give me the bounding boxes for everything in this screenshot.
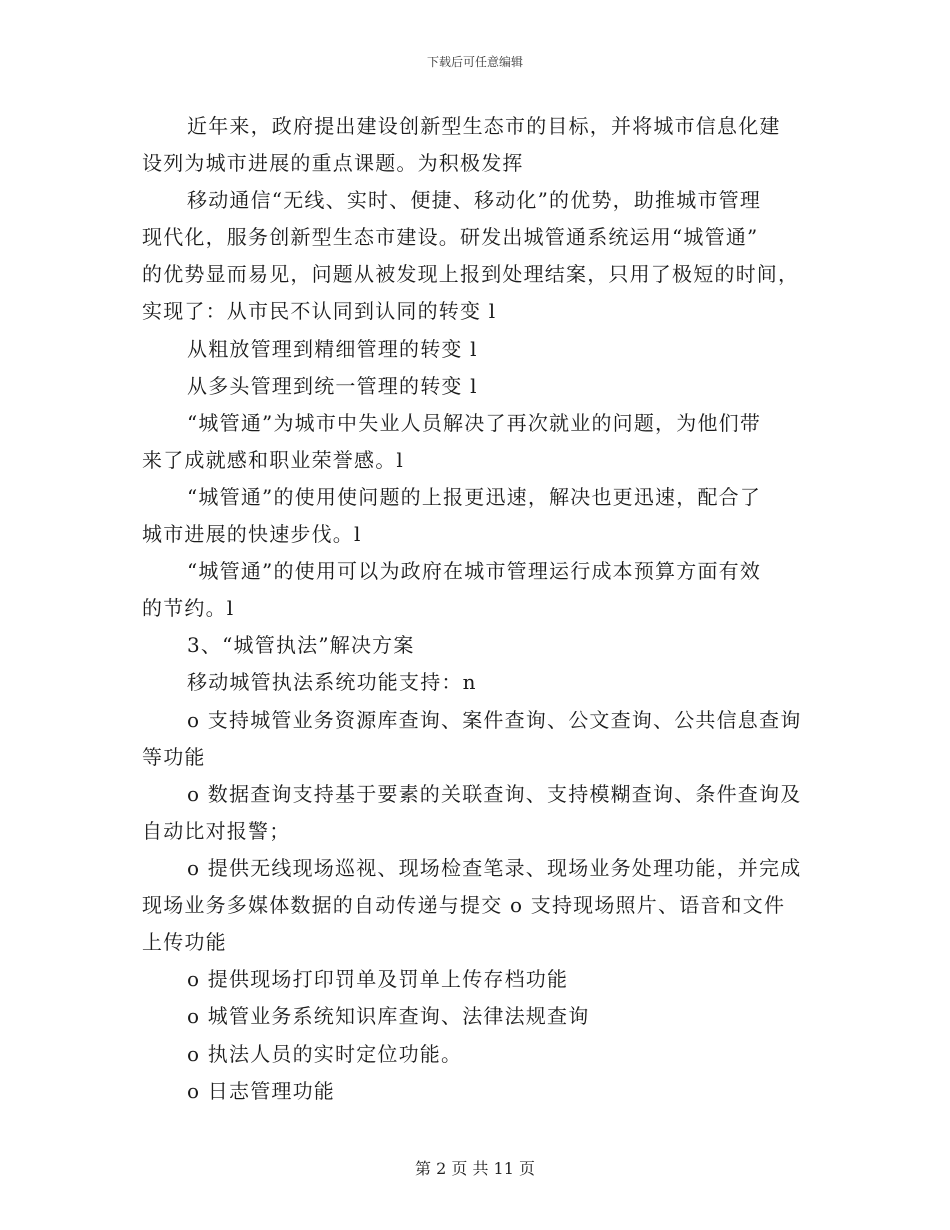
page-header: 下载后可任意编辑: [426, 55, 523, 69]
paragraph-line: 自动比对报警；: [142, 819, 291, 843]
paragraph-line: 上传功能: [142, 930, 227, 954]
paragraph-line: 设列为城市进展的重点课题。为积极发挥: [142, 151, 524, 175]
paragraph-line: o 城管业务系统知识库查询、法律法规查询: [187, 1004, 590, 1028]
paragraph-line: 从粗放管理到精细管理的转变 l: [187, 337, 478, 361]
paragraph-line: 现代化，服务创新型生态市建设。研发出城管通系统运用“城管通”: [142, 225, 759, 249]
paragraph-line: “城管通”的使用使问题的上报更迅速，解决也更迅速，配合了: [187, 485, 762, 509]
paragraph-line: 移动城管执法系统功能支持：n: [187, 670, 477, 694]
paragraph-line: 3、“城管执法”解决方案: [187, 633, 415, 657]
paragraph-line: 近年来，政府提出建设创新型生态市的目标，并将城市信息化建: [187, 114, 781, 138]
paragraph-line: 等功能: [142, 745, 206, 769]
paragraph-line: o 数据查询支持基于要素的关联查询、支持模糊查询、条件查询及: [187, 782, 802, 806]
paragraph-line: o 提供现场打印罚单及罚单上传存档功能: [187, 967, 569, 991]
paragraph-line: o 日志管理功能: [187, 1079, 335, 1103]
paragraph-line: o 提供无线现场巡视、现场检查笔录、现场业务处理功能，并完成: [187, 856, 802, 880]
paragraph-line: “城管通”为城市中失业人员解决了再次就业的问题，为他们带: [187, 411, 762, 435]
paragraph-line: 现场业务多媒体数据的自动传递与提交 o 支持现场照片、语音和文件: [142, 893, 786, 917]
paragraph-line: o 执法人员的实时定位功能。: [187, 1042, 463, 1066]
paragraph-line: 的优势显而易见，问题从被发现上报到处理结案，只用了极短的时间，: [142, 262, 800, 286]
paragraph-line: 从多头管理到统一管理的转变 l: [187, 374, 478, 398]
paragraph-line: 实现了：从市民不认同到认同的转变 l: [142, 299, 497, 323]
paragraph-line: “城管通”的使用可以为政府在城市管理运行成本预算方面有效: [187, 559, 762, 583]
paragraph-line: 来了成就感和职业荣誉感。l: [142, 448, 404, 472]
page-footer: 第 2 页 共 11 页: [415, 1159, 535, 1178]
paragraph-line: 城市进展的快速步伐。l: [142, 522, 362, 546]
paragraph-line: 移动通信“无线、实时、便捷、移动化”的优势，助推城市管理: [187, 188, 762, 212]
paragraph-line: 的节约。l: [142, 596, 235, 620]
paragraph-line: o 支持城管业务资源库查询、案件查询、公文查询、公共信息查询: [187, 708, 802, 732]
